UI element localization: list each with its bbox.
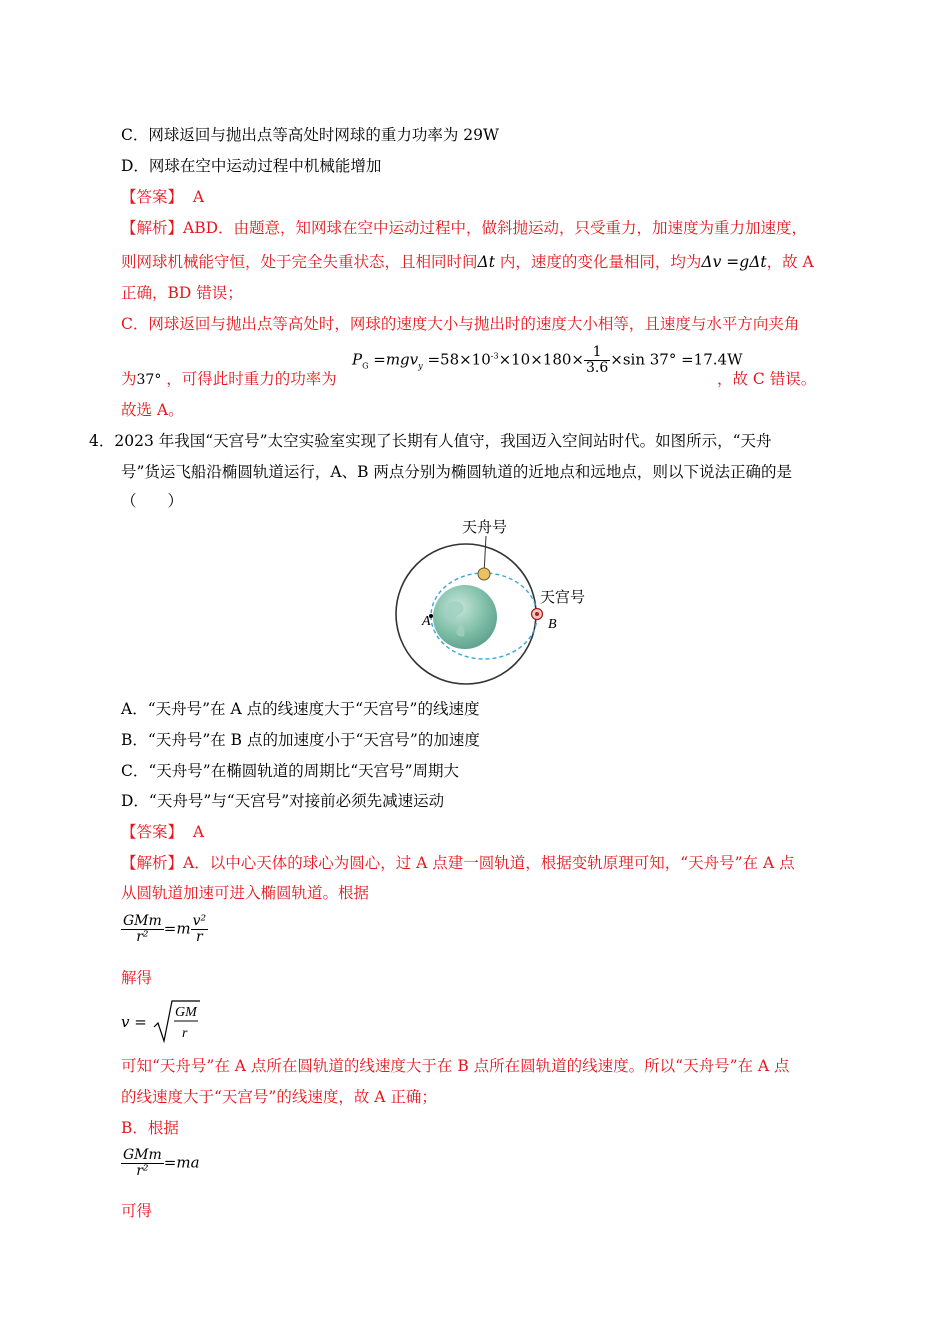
analysis-line-3: 正确，BD 错误； bbox=[121, 284, 243, 302]
analysis-line-2 bbox=[121, 251, 814, 273]
analysis-text: A．以中心天体的球心为圆心，过 A 点建一圆轨道，根据变轨原理可知，“天舟号”在 A 点 bbox=[183, 854, 795, 872]
analysis-text: 内，速度的变化量相同，均为 bbox=[499, 253, 702, 271]
question-4-stem-1: 4．2023 年我国“天宫号”太空实验室实现了长期有人值守，我国迈入空间站时代。如图所示，“天舟 bbox=[89, 432, 772, 450]
earth bbox=[433, 585, 497, 649]
get-label: 可得 bbox=[121, 1202, 153, 1220]
option-c: C．网球返回与抛出点等高处时网球的重力功率为 29W bbox=[121, 126, 499, 144]
answer-tag: 【答案】 bbox=[121, 823, 184, 841]
analysis-line-1 bbox=[121, 217, 807, 239]
option-c: C．“天舟号”在椭圆轨道的周期比“天宫号”周期大 bbox=[121, 762, 460, 780]
equation-gravity-centripetal: $\frac{\text{GMm}}{\text{r²}}$ =m $\frac{\text{v²}}{r}$ bbox=[123, 913, 207, 945]
option-d: D．网球在空中运动过程中机械能增加 bbox=[121, 157, 382, 175]
answer-value: A bbox=[192, 188, 205, 206]
conclusion: 故选 A。 bbox=[121, 401, 184, 419]
power-formula: $P_G =mgv_y =58\times 10^{-3}\times 10\times 180\times$ $\frac{1}{3.6}$ ×sin 37° =17.4W bbox=[352, 344, 743, 376]
svg-text:GM: GM bbox=[174, 1005, 197, 1020]
svg-text:r: r bbox=[181, 1026, 188, 1041]
tianzhou-ship bbox=[478, 568, 490, 580]
analysis-line-4: C．网球返回与抛出点等高处时，网球的速度大小与抛出时的速度大小相等，且速度与水平方向夹角 bbox=[121, 315, 800, 333]
delta-v-formula: Δv =gΔt bbox=[701, 253, 767, 271]
analysis-text: ABD．由题意，知网球在空中运动过程中，做斜抛运动，只受重力，加速度为重力加速度， bbox=[183, 219, 808, 237]
analysis-line-3: 可知“天舟号”在 A 点所在圆轨道的线速度大于在 B 点所在圆轨道的线速度。所以“天舟号”在 A 点 bbox=[121, 1057, 790, 1075]
analysis-line-1 bbox=[121, 852, 795, 874]
question-4-stem-3: （ ） bbox=[121, 492, 184, 510]
question-4-stem-2: 号”货运飞船沿椭圆轨道运行，A、B 两点分别为椭圆轨道的近地点和远地点，则以下说法正确的是 bbox=[121, 463, 792, 481]
label-b: B bbox=[548, 617, 557, 632]
analysis-text: 为 bbox=[121, 370, 137, 388]
analysis-line-2: 从圆轨道加速可进入椭圆轨道。根据 bbox=[121, 884, 370, 902]
equation-gravity-acceleration: $\frac{\text{GMm}}{\text{r²}}$ =ma bbox=[123, 1147, 200, 1179]
analysis-line-5: B．根据 bbox=[121, 1119, 179, 1137]
solve-label: 解得 bbox=[121, 969, 153, 987]
angle-37: 37° bbox=[136, 372, 162, 388]
analysis-line-5 bbox=[121, 368, 337, 391]
analysis-line-4: 的线速度大于“天宫号”的线速度，故 A 正确； bbox=[121, 1088, 437, 1106]
label-tianzhou: 天舟号 bbox=[462, 520, 508, 536]
orbit-diagram bbox=[390, 512, 610, 694]
answer-tag: 【答案】 bbox=[121, 188, 184, 206]
answer-line bbox=[121, 186, 204, 208]
analysis-text: ，故 A bbox=[766, 253, 814, 271]
answer-value: A bbox=[192, 823, 205, 841]
label-tiangong: 天宫号 bbox=[540, 590, 586, 606]
option-b: B．“天舟号”在 B 点的加速度小于“天宫号”的加速度 bbox=[121, 731, 480, 749]
answer-line bbox=[121, 821, 204, 843]
equation-velocity: v = GM r bbox=[121, 999, 202, 1045]
analysis-text: 则网球机械能守恒，处于完全失重状态，且相同时间 bbox=[121, 253, 478, 271]
sqrt-sign bbox=[152, 999, 202, 1045]
analysis-tag: 【解析】 bbox=[121, 219, 184, 237]
analysis-line-5-end: ，故 C 错误。 bbox=[717, 370, 817, 388]
option-a: A．“天舟号”在 A 点的线速度大于“天宫号”的线速度 bbox=[121, 700, 480, 718]
label-a: A bbox=[422, 614, 431, 629]
analysis-tag: 【解析】 bbox=[121, 854, 184, 872]
option-d: D．“天舟号”与“天宫号”对接前必须先减速运动 bbox=[121, 792, 445, 810]
delta-t: Δt bbox=[477, 253, 495, 271]
analysis-text: ，可得此时重力的功率为 bbox=[166, 370, 337, 388]
